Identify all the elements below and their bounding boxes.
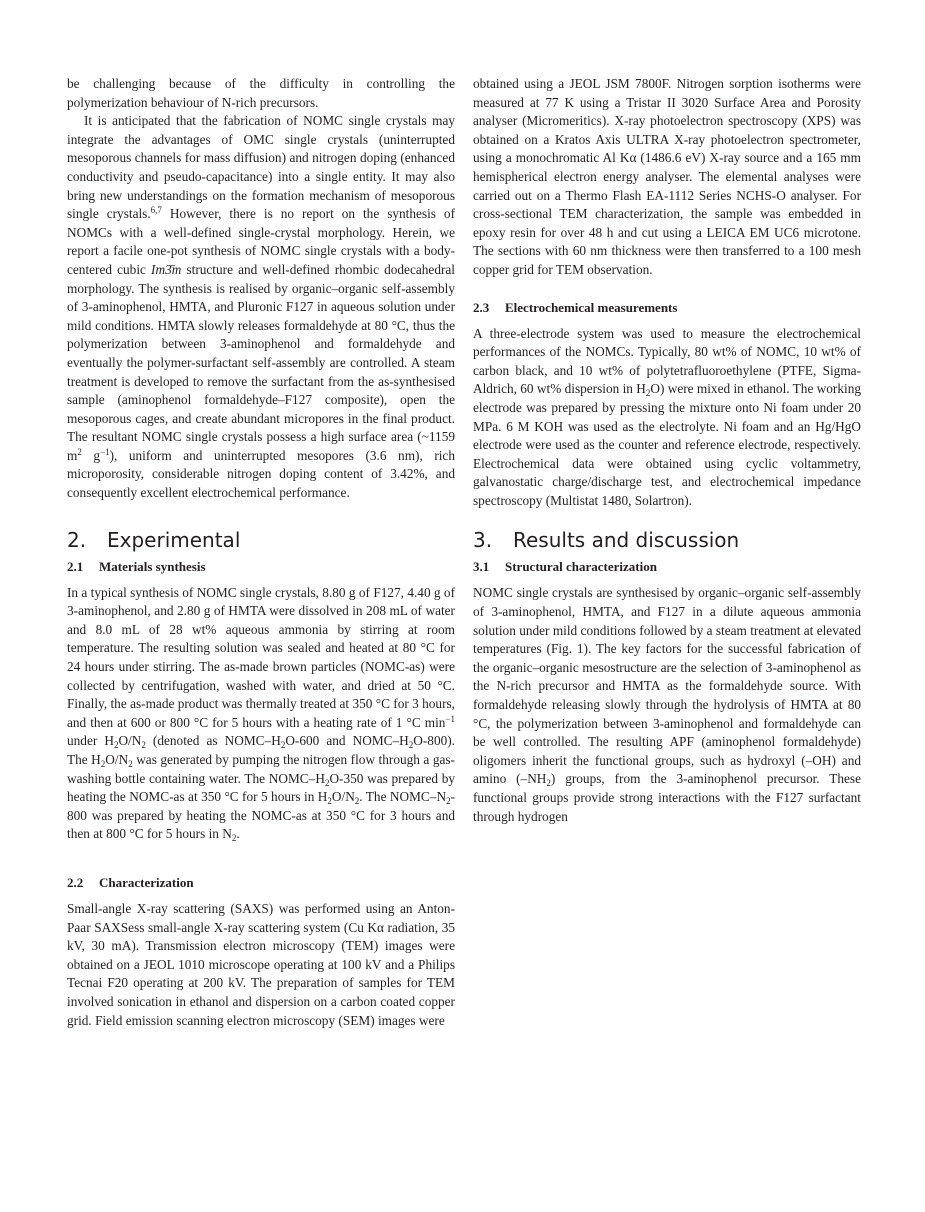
subscript: 2 (327, 796, 332, 807)
subsection-number: 2.2 (67, 874, 84, 890)
text-run: O-800). The H (67, 733, 456, 767)
intro-paragraph-1: be challenging because of the difficulty in controlling the polymerization behaviour of N-rich precursors. (67, 76, 455, 110)
subscript: 2 (100, 759, 106, 769)
subscript: 2 (645, 388, 651, 399)
subscript: 2 (113, 740, 119, 751)
subscript: 2 (128, 759, 133, 769)
text-run: O-600 and NOMC–H (285, 733, 409, 749)
superscript: 2 (77, 446, 82, 457)
subsection-title: Electrochemical measurements (505, 299, 678, 315)
text-run: NOMC single crystals are synthesised by organic–organic self-assembly of 3-aminophenol, HMTA, and F127 in a dilute aqueous ammonia solution under mild conditions followed by a steam treatment at elevated temperatures (Fig. 1). The key factors for the successful fabrication of the organic–organic mesostructure are the selection of 3-aminophenol as the N-rich precursor and HMTA as the formaldehyde source. With formaldehyde releasing slowly through the hydrolysis of HMTA at 80 °C, the polymerization between 3-aminophenol and formaldehyde can be well controlled. The resulting APF (aminophenol formaldehyde) oligomers inherit the functional groups, such as hydroxyl (–OH) and amino (–NH (473, 585, 861, 787)
section-number: 3. (473, 528, 493, 553)
section-title: Experimental (107, 527, 241, 552)
text-run: structure and well-defined rhombic dodecahedral morphology. The synthesis is realised by organic–organic self-assembly of 3-aminophenol, HMTA, and Pluronic F127 in aqueous solution under mild conditions. HMTA slowly releases formaldehyde at 80 °C, thus the polymerization between 3-aminophenol and formaldehyde and eventually the polymer-surfactant self-assembly are controlled. A steam treatment is developed to remove the surfactant from the as-synthesised sample (aminophenol formaldehyde–F127 composite), open the mesoporous cages, and create abundant micropores in the final product. The resultant NOMC single crystals possess a high surface area (~1159 m (67, 261, 455, 463)
subsection-heading-structural (473, 558, 861, 576)
subsection-title: Structural characterization (505, 559, 657, 575)
citation-ref[interactable]: 6,7 (150, 205, 162, 216)
section-title: Results and discussion (513, 528, 740, 553)
subscript: 2 (280, 740, 286, 751)
text-run: was generated by pumping the nitrogen flow through a gas-washing bottle containing water. The NOMC–H (67, 752, 455, 786)
subsection-title: Characterization (99, 874, 194, 890)
electrochemical-paragraph (473, 325, 861, 511)
text-run: In a typical synthesis of NOMC single crystals, 8.80 g of F127, 4.40 g of 3-aminophenol, and 2.80 g of HMTA were dissolved in 208 mL of water and 8.0 mL of 28 wt% aqueous ammonia by stirring at room temperature. The resulting solution was sealed and heated at 80 °C for 24 hours under stirring. The as-made brown particles (NOMC-as) were collected by centrifugation, washed with water, and dried at 50 °C. Finally, the as-made product was thermally treated at 350 °C for 3 hours, and then at 600 or 800 °C for 5 hours with a heating rate of 1 °C min (67, 584, 455, 730)
characterization-paragraph-continued: obtained using a JEOL JSM 7800F. Nitrogen sorption isotherms were measured at 77 K using a Tristar II 3020 Surface Area and Porosity analyser (Micromeritics). X-ray photoelectron spectroscopy (XPS) was obtained on a Kratos Axis ULTRA X-ray photoelectron spectrometer, using a monochromatic Al Kα (1486.6 eV) X-ray source and a 165 mm hemispherical electron energy analyser. The elemental analyses were carried out on a Thermo Flash EA-1112 Series NCHS-O analyser. For cross-sectional TEM characterization, the sample was embedded in epoxy resin for over 48 h and cut using a LEICA EM UC6 microtone. The sections with 60 nm thickness were then transferred to a 100 mesh copper grid for TEM observation. (473, 76, 861, 277)
synthesis-paragraph (67, 584, 455, 844)
text-run: O/N (118, 733, 142, 749)
subscript: 2 (546, 778, 551, 789)
text-run: g (81, 447, 101, 463)
subsection-heading-characterization (67, 874, 455, 892)
text-run: under H (67, 733, 114, 749)
text-run: O-350 was prepared by heating the NOMC-as at 350 °C for 5 hours in H (67, 770, 455, 805)
intro-paragraph-2 (67, 112, 455, 502)
text-run: It is anticipated that the fabrication of NOMC single crystals may integrate the advantages of OMC single crystals (uninterrupted mesoporous channels for mass diffusion) and nitrogen doping (enhanced conductivity and pseudo-capacitance) into a single entity. It may also bring new understandings on the formation mechanism of mesoporous single crystals. (67, 113, 455, 222)
text-run: ) groups, from the 3-aminophenol precursor. These functional groups provide strong interactions with the F127 surfactant through hydrogen (473, 771, 862, 824)
subscript: 2 (324, 777, 330, 788)
subsection-number: 2.3 (473, 299, 490, 315)
text-run: . The NOMC–N (359, 789, 447, 805)
results-paragraph (473, 584, 861, 826)
section-heading-experimental (67, 528, 455, 552)
subsection-heading-electrochemical (473, 299, 861, 317)
subscript: 2 (408, 740, 414, 751)
text-run: However, there is no report on the synthesis of NOMCs with a well-defined single-crystal morphology. Herein, we report a facile one-pot synthesis of NOMC single crystals with a body-centered cubic (67, 206, 455, 277)
text-run: O) were mixed in ethanol. The working electrode was prepared by pressing the mixture onto Ni foam under 20 MPa. 6 M KOH was used as the electrolyte. Ni foam and an Hg/HgO electrode were used as the counter and reference electrode, respectively. Electrochemical data were obtained using cyclic voltammetry, galvanostatic charge/discharge test, and electrochemical impedance spectroscopy (Multistat 1480, Solartron). (473, 381, 862, 508)
subsection-number: 3.1 (473, 559, 490, 575)
superscript: −1 (445, 713, 455, 724)
space-group: Im3̄m (151, 261, 182, 277)
superscript: −1 (100, 446, 110, 457)
text-run: ), uniform and uninterrupted mesopores (3.6 nm), rich microporosity, considerable nitrogen doping content of 3.42%, and consequently excellent electrochemical performance. (67, 447, 455, 501)
characterization-paragraph: Small-angle X-ray scattering (SAXS) was performed using an Anton-Paar SAXSess small-angle X-ray scattering system (Cu Kα radiation, 35 kV, 30 mA). Transmission electron microscopy (TEM) images were obtained on a JEOL 1010 microscope operating at 100 kV and a Philips Tecnai F20 operating at 200 kV. The preparation of samples for TEM involved sonication in ethanol and dispersion on a carbon coated copper grid. Field emission scanning electron microscopy (SEM) images were (67, 900, 455, 1028)
text-run: A three-electrode system was used to measure the electrochemical performances of the NOMCs. Typically, 80 wt% of NOMC, 10 wt% of carbon black, and 10 wt% of polytetrafluoroethylene (PTFE, Sigma-Aldrich, 60 wt% dispersion in H (473, 325, 861, 397)
right-column (473, 75, 861, 826)
text-run: O/N (331, 789, 355, 805)
left-column (67, 75, 455, 1030)
section-heading-results (473, 528, 861, 552)
subscript: 2 (231, 833, 237, 844)
subsection-title: Materials synthesis (99, 558, 206, 574)
subscript: 2 (141, 740, 146, 751)
text-run: (denoted as NOMC–H (145, 733, 281, 749)
subsection-number: 2.1 (67, 558, 84, 574)
text-run: -800 was prepared by heating the NOMC-as at 350 °C for 3 hours and then at 800 °C for 5 hours in N (67, 789, 455, 842)
subscript: 2 (446, 796, 451, 807)
section-number: 2. (67, 527, 87, 552)
subsection-heading-materials-synthesis (67, 558, 455, 576)
text-run: O/N (105, 752, 129, 767)
subscript: 2 (354, 796, 360, 807)
text-run: . (236, 826, 240, 842)
